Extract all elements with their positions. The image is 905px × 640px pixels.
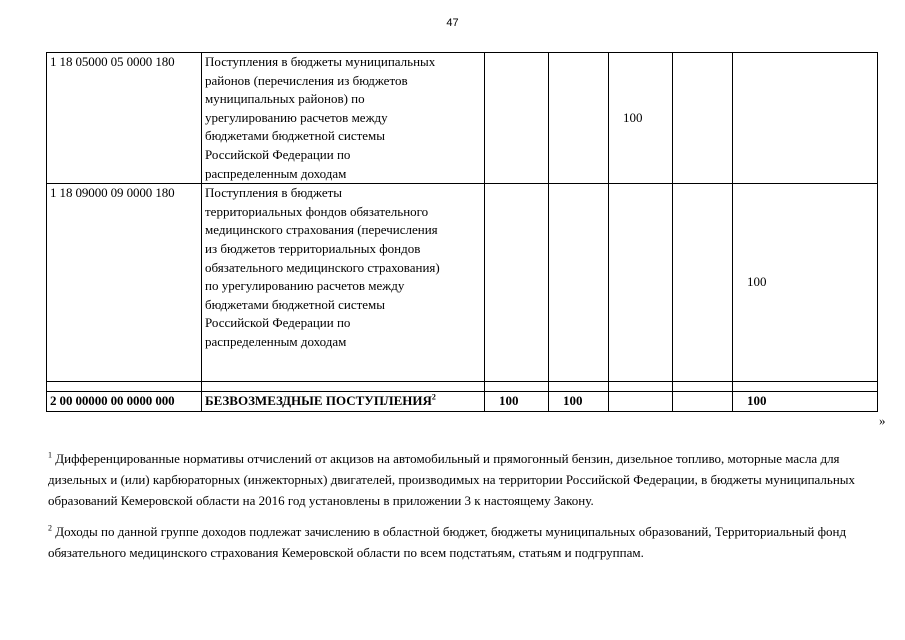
value-cell [673, 53, 733, 184]
name-line: медицинского страхования (перечисления [205, 222, 438, 238]
name-line: по урегулированию расчетов между [205, 278, 405, 294]
name-line: муниципальных районов) по [205, 91, 365, 107]
value-cell [609, 184, 673, 382]
value-cell [485, 53, 549, 184]
revenue-name-cell [202, 53, 485, 184]
name-line: бюджетами бюджетной системы [205, 128, 386, 144]
value-cell [485, 184, 549, 382]
spacer-row [47, 382, 878, 392]
name-line: территориальных фондов обязательного [205, 203, 429, 219]
name-line: из бюджетов территориальных фондов [205, 240, 421, 256]
value-cell [549, 184, 609, 382]
total-value-cell [673, 392, 733, 412]
closing-quote: » [879, 413, 886, 428]
name-line: Поступления в бюджеты муниципальных [205, 54, 436, 69]
footnote-text: Доходы по данной группе доходов подлежат зачислению в областной бюджет, бюджеты муниципальных образований, Территориальный фонд обязательного медицинского страхования Кемеровской области по всем подстатьям, статьям и подгруппам. [48, 524, 847, 560]
table-row [47, 184, 878, 382]
revenue-name-cell [202, 184, 485, 382]
total-value-cell: 100 [549, 392, 609, 412]
total-name: БЕЗВОЗМЕЗДНЫЕ ПОСТУПЛЕНИЯ [205, 393, 432, 409]
total-name-cell [202, 392, 485, 412]
footnote-marker: 1 [48, 450, 52, 460]
footnote-marker: 2 [48, 523, 52, 533]
value-cell [549, 53, 609, 184]
name-line: бюджетами бюджетной системы [205, 296, 386, 312]
value-cell: 100 [609, 53, 673, 184]
name-line: районов (перечисления из бюджетов [205, 72, 408, 88]
budget-code-cell: 1 18 09000 09 0000 180 [47, 184, 202, 382]
total-value-cell: 100 [485, 392, 549, 412]
name-line: Российской Федерации по [205, 146, 351, 162]
footnote [48, 448, 880, 511]
name-line: распределенным доходам [205, 165, 347, 181]
total-row [47, 392, 878, 412]
value-cell [673, 184, 733, 382]
total-value-cell [609, 392, 673, 412]
value-cell: 100 [733, 184, 878, 382]
footnote-text: Дифференцированные нормативы отчислений от акцизов на автомобильный и прямогонный бензин, дизельное топливо, моторные масла для дизельных и (или) карбюраторных (инжекторных) двигателей, производимых на территории Российской Федерации, в бюджеты муниципальных образований Кемеровской области на 2016 год установлены в приложении 3 к настоящему Закону. [48, 451, 856, 508]
name-line: Поступления в бюджеты [205, 185, 343, 201]
total-value-cell: 100 [733, 392, 878, 412]
name-line: обязательного медицинского страхования) [205, 259, 440, 275]
name-line: Российской Федерации по [205, 315, 351, 331]
budget-code-cell: 1 18 05000 05 0000 180 [47, 53, 202, 184]
total-code-cell: 2 00 00000 00 0000 000 [47, 392, 202, 412]
revenue-table [46, 52, 878, 412]
footnotes [48, 448, 880, 573]
page-number: 47 [446, 17, 459, 29]
table-row [47, 53, 878, 184]
footnote-ref: 2 [431, 392, 436, 402]
name-line: распределенным доходам [205, 333, 347, 349]
name-line: урегулированию расчетов между [205, 109, 388, 125]
footnote [48, 521, 880, 563]
value-cell [733, 53, 878, 184]
